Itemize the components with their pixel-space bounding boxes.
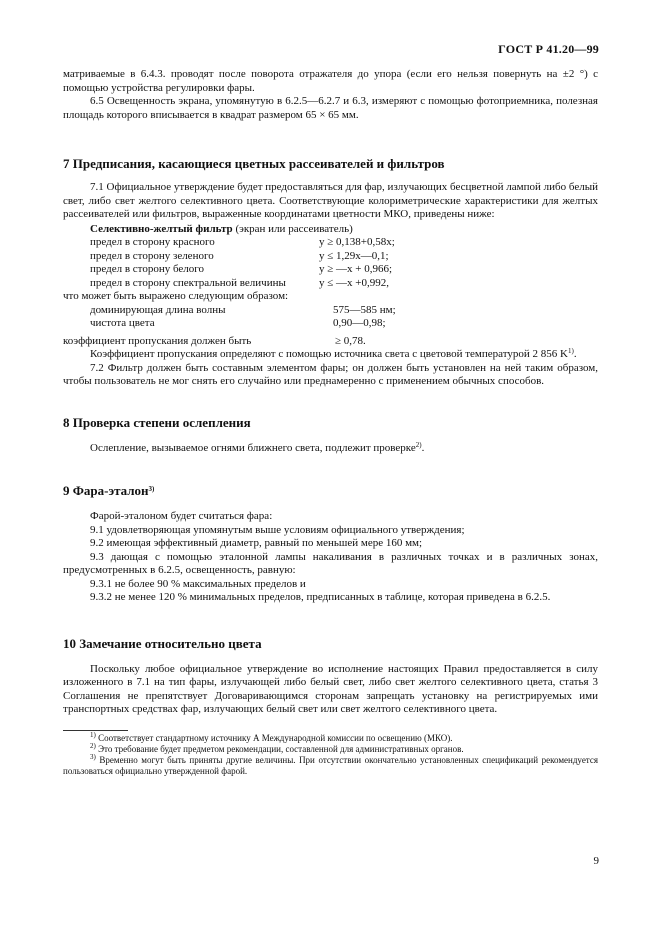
expr-row xyxy=(90,304,598,318)
limit-value: y ≤ —x +0,992, xyxy=(319,276,389,289)
paragraph-8-end: . xyxy=(421,441,425,454)
paragraph-7-2: 7.2 Фильтр должен быть составным элементом фары; он должен быть установлен на ней таким образом, чтобы пользователь не мог снять его случайно или преднамеренно с применением обычных способов. xyxy=(63,361,598,387)
footnote-mark: 3) xyxy=(90,752,96,761)
page-number: 9 xyxy=(593,855,599,867)
expr-row xyxy=(90,317,598,331)
page-body xyxy=(63,68,598,777)
footnote xyxy=(63,730,598,744)
expr-label: чистота цвета xyxy=(90,317,155,329)
paragraph-9-3: 9.3 дающая с помощью эталонной лампы накаливания в различных точках и в различных зонах, предусмотренных в 6.2.5, освещенность, равную: xyxy=(63,550,598,576)
running-header: ГОСТ Р 41.20—99 xyxy=(498,42,599,56)
transmittance-note-text: Коэффициент пропускания определяют с помощью источника света с цветовой температурой 2 856 K xyxy=(90,348,569,360)
expr-value: 0,90—0,98; xyxy=(333,317,386,329)
spec-title xyxy=(90,223,598,237)
limit-value: y ≤ 1,29x—0,1; xyxy=(319,249,389,262)
footnotes xyxy=(63,730,598,777)
footnote-text: Это требование будет предметом рекомендации, составленной для административных органов. xyxy=(95,743,464,754)
limit-value: y ≥ 0,138+0,58x; xyxy=(319,236,395,248)
section-9-title: 9 Фара-эталон xyxy=(63,483,149,498)
section-7-heading: 7 Предписания, касающиеся цветных рассеивателей и фильтров xyxy=(63,156,445,171)
transmittance-value: ≥ 0,78. xyxy=(335,334,366,347)
limit-row xyxy=(90,263,598,277)
limit-label: предел в сторону красного xyxy=(90,236,215,248)
limit-row xyxy=(90,236,598,250)
footnote-ref: 3) xyxy=(148,485,155,493)
paragraph-7-1: 7.1 Официальное утверждение будет предоставляться для фар, излучающих бесцветной лампой либо белый свет, либо свет желтого селективного цвета. Соответствующие колориметрические характеристики для желтых рассеивателей или фильтров, выраженные координатами цветности МКО, приведены ниже: xyxy=(63,181,598,220)
limit-row xyxy=(90,277,598,291)
limit-label: предел в сторону белого xyxy=(90,263,205,275)
paragraph-6-5: 6.5 Освещенность экрана, упомянутую в 6.2.5—6.2.7 и 6.3, измеряют с помощью фотоприемника, полезная площадь которого вписывается в квадрат размером 65 × 65 мм. xyxy=(63,95,598,121)
footnote xyxy=(63,741,598,755)
footnote-mark: 1) xyxy=(90,730,96,739)
section-9-heading xyxy=(63,483,598,499)
section-10-heading: 10 Замечание относительно цвета xyxy=(63,635,262,651)
filter-spec-block xyxy=(90,223,598,291)
expressed-block xyxy=(90,304,598,331)
limit-row xyxy=(90,250,598,264)
transmittance-note-end: . xyxy=(573,348,577,360)
paragraph-8-text: Ослепление, вызываемое огнями ближнего света, подлежит проверке xyxy=(90,441,416,454)
transmittance-note xyxy=(63,348,598,362)
limit-label: предел в сторону спектральной величины xyxy=(90,276,286,289)
paragraph-9-1: 9.1 удовлетворяющая упомянутым выше условиям официального утверждения; xyxy=(90,523,465,536)
expr-value: 575—585 нм; xyxy=(333,303,396,316)
footnote xyxy=(63,752,598,777)
continued-paragraph: матриваемые в 6.4.3. проводят после поворота отражателя до упора (если его нельзя повернуть на ±2 °) с помощью устройства регулировки фары. xyxy=(63,68,598,94)
footnote-text: Временно могут быть приняты другие величины. При отсутствии окончательно установленных спецификаций рекомендуется пользоваться официально утвержденной фарой. xyxy=(63,754,598,776)
footnote-ref: 1) xyxy=(568,347,574,355)
paragraph-9-lead: Фарой-эталоном будет считаться фара: xyxy=(90,510,273,522)
paragraph-9-3-1: 9.3.1 не более 90 % максимальных пределов и xyxy=(90,577,306,590)
paragraph-8 xyxy=(63,442,598,456)
paragraph-9-2: 9.2 имеющая эффективный диаметр, равный по меньшей мере 160 мм; xyxy=(90,537,423,549)
transmittance-row xyxy=(63,335,598,349)
limit-value: y ≥ —x + 0,966; xyxy=(319,263,393,275)
spec-title-bold: Селективно-желтый фильтр xyxy=(90,222,233,235)
paragraph-10: Поскольку любое официальное утверждение во исполнение настоящих Правил предоставляется в силу изложенного в 7.1 на тип фары, излучающей либо белый свет, либо свет желтого селективного цвета, статья 3 Соглашения не препятствует Договаривающимся сторонам запрещать установку на регистрируемых ими транспортных средствах фар, излучающих белый свет или свет желтого селективного цвета. xyxy=(63,662,598,715)
expr-label: доминирующая длина волны xyxy=(90,303,226,316)
spec-title-tail: (экран или рассеиватель) xyxy=(232,222,353,235)
paragraph-9-3-2: 9.3.2 не менее 120 % минимальных пределов, предписанных в таблице, которая приведена в 6.2.5. xyxy=(90,591,551,603)
footnote-ref: 2) xyxy=(415,440,422,449)
footnote-text: Соответствует стандартному источнику А Международной комиссии по освещению (МКО). xyxy=(95,732,453,743)
footnote-mark: 2) xyxy=(90,741,96,750)
transmittance-label: коэффициент пропускания должен быть xyxy=(63,334,252,347)
section-8-heading: 8 Проверка степени ослепления xyxy=(63,414,251,430)
limit-label: предел в сторону зеленого xyxy=(90,249,214,262)
expressed-as: что может быть выражено следующим образом: xyxy=(63,290,289,302)
